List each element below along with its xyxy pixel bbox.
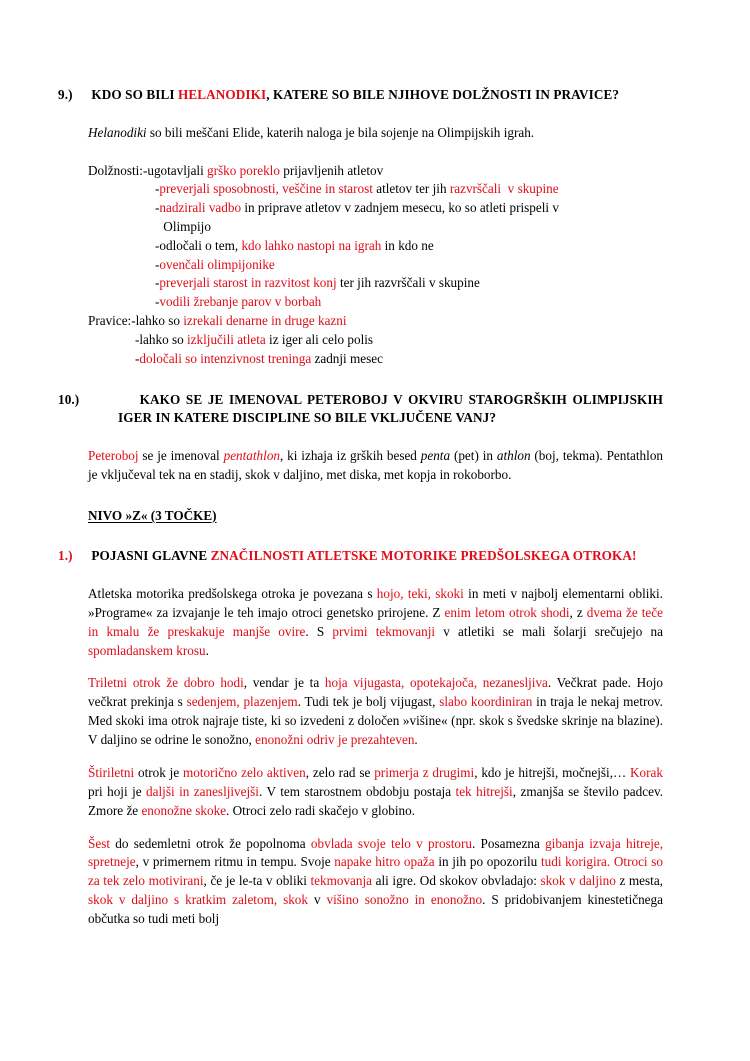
z-paragraph-2-run-6: . Tudi tek je bolj vijugast, <box>297 694 440 710</box>
z-paragraph-4-run-15: skok v daljino s kratkim zaletom, skok <box>88 892 308 908</box>
z-paragraph-3-run-12: , zmanjša se število padcev. Zmore že <box>88 783 663 818</box>
z-paragraph-1-run-7: . S <box>305 623 333 639</box>
z-paragraph-2-run-3: hoja vijugasta, opotekajoča, nezanesljiva <box>324 675 548 691</box>
question-10-title: KAKO SE JE IMENOVAL PETEROBOJ V OKVIRU STAROGRŠKIH OLIMPIJSKIH IGER IN KATERE DISCIPLINE SO BILE VKLJUČENE VANJ? <box>118 391 663 426</box>
z-question-1-paragraph-3 <box>88 764 663 821</box>
question-10-answer-athlon: athlon <box>496 448 531 464</box>
z-question-1-title-red: ZNAČILNOSTI ATLETSKE MOTORIKE PREDŠOLSKEGA OTROKA! <box>210 548 637 564</box>
z-paragraph-3-run-1: Štiriletni <box>88 764 135 780</box>
page-content <box>58 86 664 929</box>
duties-item-1-mid: atletov ter jih <box>372 181 450 197</box>
question-10-answer <box>88 447 663 485</box>
spacer <box>88 143 663 162</box>
z-paragraph-2-run-5: sedenjem, plazenjem <box>186 694 298 710</box>
spacer <box>88 428 663 447</box>
z-paragraph-4-run-8: in jih po opozorilu <box>434 854 541 870</box>
z-paragraph-4-run-5: gibanja izvaja hitreje, spretneje <box>88 835 664 870</box>
z-question-1-heading: 1.) POJASNI GLAVNE ZNAČILNOSTI ATLETSKE MOTORIKE PREDŠOLSKEGA OTROKA! <box>58 548 637 564</box>
question-10-answer-lead: Peteroboj <box>88 448 139 464</box>
z-question-1-paragraph-2 <box>88 674 663 750</box>
z-paragraph-2-run-4: . Večkrat pade. Hojo večkrat prekinja s <box>88 675 663 710</box>
z-paragraph-1-run-4: enim letom otrok shodi <box>444 604 570 620</box>
section-heading-nivo-z <box>88 507 663 525</box>
duties-list <box>88 162 663 313</box>
spacer <box>88 105 663 124</box>
spacer <box>88 660 663 674</box>
question-9-title-part2: , KATERE SO BILE NJIHOVE DOLŽNOSTI IN PRAVICE? <box>266 87 620 102</box>
rights-item-2-pre: - <box>135 350 140 366</box>
duties-item-5-pre: - <box>155 256 160 272</box>
z-paragraph-4-run-4: . Posamezna <box>471 835 546 851</box>
z-paragraph-4-run-3: obvlada svoje telo v prostoru <box>310 835 472 851</box>
duties-item-1-red2: razvrščali v skupine <box>449 181 559 197</box>
z-paragraph-1-run-6: dvema že teče in kmalu že preskakuje manjše ovire <box>88 604 663 639</box>
section-heading-label: NIVO »Z« (3 TOČKE) <box>88 507 217 523</box>
duties-item-0-red: grško poreklo <box>207 162 280 178</box>
rights-item-2-red: določali so intenzivnost treninga <box>139 350 312 366</box>
spacer <box>88 566 663 585</box>
z-paragraph-2-run-1: Triletni otrok že dobro hodi <box>88 675 244 691</box>
question-10-answer-seg3: (pet) in <box>450 448 497 464</box>
duties-item-2 <box>88 199 663 218</box>
rights-item-1-red: izključili atleta <box>187 331 266 347</box>
z-paragraph-2-run-10: . <box>414 732 418 748</box>
question-9-heading: 9.) KDO SO BILI HELANODIKI, KATERE SO BILE NJIHOVE DOLŽNOSTI IN PRAVICE? <box>58 87 620 102</box>
duties-item-1-red: preverjali sposobnosti, veščine in starost <box>159 181 373 197</box>
duties-label: Dolžnosti: <box>88 162 143 178</box>
z-paragraph-1-run-5: , z <box>569 604 587 620</box>
duties-item-3 <box>88 218 663 237</box>
z-paragraph-4-run-6: , v primernem ritmu in tempu. Svoje <box>135 854 335 870</box>
question-9-title-highlight: HELANODIKI <box>177 87 267 102</box>
z-paragraph-3-run-14: . Otroci zelo radi skačejo v globino. <box>226 802 416 818</box>
z-paragraph-3-run-11: tek hitrejši <box>455 783 513 799</box>
z-paragraph-4-run-17: višino sonožno in enonožno <box>326 892 483 908</box>
rights-item-2-post: zadnji mesec <box>311 350 383 366</box>
z-paragraph-4-run-12: ali igre. Od skokov obvladajo: <box>372 873 541 889</box>
z-paragraph-2-run-7: slabo koordiniran <box>439 694 533 710</box>
z-paragraph-1-run-2: hojo, teki, skoki <box>376 585 464 601</box>
rights-item-2 <box>88 350 663 369</box>
z-paragraph-1-run-9: v atletiki se mali šolarji srečujejo na <box>435 623 664 639</box>
rights-item-1-pre: -lahko so <box>135 331 188 347</box>
question-10-answer-seg4: (boj, tekma). Pentathlon je vključeval tek na en stadij, skok v daljino, met diska, met kopja in rokoborbo. <box>88 448 664 482</box>
duties-item-4 <box>88 237 663 256</box>
z-paragraph-3-run-2: otrok je <box>134 764 184 780</box>
duties-item-6-red: preverjali starost in razvitost konj <box>159 275 337 291</box>
question-10-answer-penta: penta <box>420 448 451 464</box>
spacer <box>88 750 663 764</box>
z-paragraph-1-run-11: . <box>205 642 209 658</box>
rights-label: Pravice: <box>88 313 132 329</box>
duties-item-4-red: kdo lahko nastopi na igrah <box>241 237 382 253</box>
duties-item-0-pre: -ugotavljali <box>142 162 208 178</box>
rights-item-1-post: iz iger ali celo polis <box>265 331 374 347</box>
z-paragraph-3-run-5: primerja z drugimi <box>374 764 475 780</box>
z-paragraph-4-run-9: tudi korigira. Otroci so za tek zelo motivirani <box>88 854 663 889</box>
duties-item-7-red: vodili žrebanje parov v borbah <box>159 294 322 310</box>
rights-line-0 <box>88 312 663 331</box>
duties-item-1-pre: - <box>155 181 160 197</box>
z-paragraph-4-run-16: v <box>308 892 327 908</box>
duties-item-4-pre: -odločali o tem, <box>155 237 242 253</box>
z-paragraph-3-run-4: , zelo rad se <box>305 764 375 780</box>
z-paragraph-2-run-9: enonožni odriv je prezahteven <box>255 732 415 748</box>
duties-item-6-pre: - <box>155 275 160 291</box>
duties-item-6-post: ter jih razvrščali v skupine <box>336 275 480 291</box>
question-9-answer-rest: so bili meščani Elide, katerih naloga je bila sojenje na Olimpijskih igrah. <box>146 124 535 140</box>
z-paragraph-3-run-3: motorično zelo aktiven <box>183 764 306 780</box>
duties-item-1 <box>88 180 663 199</box>
duties-item-6 <box>88 274 663 293</box>
z-paragraph-4-run-7: napake hitro opaža <box>334 854 435 870</box>
duties-item-4-post: in kdo ne <box>381 237 434 253</box>
question-10-answer-seg2: , ki izhaja iz grških besed <box>280 448 421 464</box>
question-10-heading <box>58 391 663 428</box>
z-paragraph-3-run-9: daljši in zanesljivejši <box>146 783 259 799</box>
z-paragraph-3-run-8: pri hoji je <box>88 783 147 799</box>
z-question-1-paragraph-4 <box>88 835 663 929</box>
duties-item-3-pre: Olimpijo <box>160 219 211 235</box>
duties-item-0-post: prijavljenih atletov <box>279 162 384 178</box>
spacer <box>88 525 663 547</box>
question-9-answer-term: Helanodiki <box>88 124 147 140</box>
spacer <box>88 485 663 507</box>
question-10-number: 10.) <box>58 391 80 407</box>
rights-item-1 <box>88 331 663 350</box>
z-paragraph-1-run-3: in meti v najbolj elementarni obliki. »Programe« za izvajanje le teh imajo otroci genetsko prirojene. Z <box>88 585 663 620</box>
z-paragraph-3-run-6: , kdo je hitrejši, močnejši,… <box>474 764 631 780</box>
rights-list <box>88 312 663 368</box>
z-paragraph-1-run-1: Atletska motorika predšolskega otroka je povezana s <box>88 585 377 601</box>
z-paragraph-4-run-2: do sedemletni otrok že popolnoma <box>109 835 311 851</box>
duties-item-7-pre: - <box>155 294 160 310</box>
spacer <box>88 821 663 835</box>
question-9-answer <box>88 124 663 143</box>
z-paragraph-4-run-13: skok v daljino <box>540 873 616 889</box>
question-10-answer-seg1: se je imenoval <box>138 448 224 464</box>
z-paragraph-3-run-7: Korak <box>630 764 663 780</box>
z-paragraph-3-run-10: . V tem starostnem obdobju postaja <box>258 783 456 799</box>
z-paragraph-1-run-10: spomladanskem krosu <box>88 642 206 658</box>
rights-item-0-pre: -lahko so <box>131 313 184 329</box>
z-paragraph-4-run-18: . S pridobivanjem kinestetičnega občutka so tudi meti bolj <box>88 892 663 927</box>
rights-item-0-red: izrekali denarne in druge kazni <box>183 313 347 329</box>
z-paragraph-3-run-13: enonožne skoke <box>141 802 227 818</box>
duties-item-5-red: ovenčali olimpijonike <box>159 256 275 272</box>
question-9-title-part1: KDO SO BILI <box>91 87 178 102</box>
z-paragraph-2-run-8: in traja le nekaj metrov. Med skoki ima otrok najraje tiste, ki so izvedeni z določen »višine« (npr. skok s švedske skrinje na blazine). V daljino se odrine le sonožno, <box>88 694 663 748</box>
spacer <box>88 369 663 391</box>
z-paragraph-2-run-2: , vendar je ta <box>243 675 325 691</box>
z-question-1-title-black: POJASNI GLAVNE <box>91 548 211 564</box>
duties-item-2-pre: - <box>155 200 160 216</box>
z-paragraph-4-run-14: z mesta, <box>615 873 663 889</box>
duties-item-2-post: in pripravе atletov v zadnjem mesecu, ko so atleti prispeli v <box>241 200 559 216</box>
duties-item-2-red: nadzirali vadbo <box>159 200 242 216</box>
z-paragraph-4-run-1: Šest <box>88 835 110 851</box>
duties-item-5 <box>88 256 663 275</box>
z-paragraph-1-run-8: prvimi tekmovanji <box>332 623 436 639</box>
duties-line-0 <box>88 162 663 181</box>
z-question-1-paragraph-1 <box>88 585 663 661</box>
z-paragraph-4-run-10: , če je le-ta v obliki <box>203 873 311 889</box>
z-paragraph-4-run-11: tekmovanja <box>310 873 373 889</box>
duties-item-7 <box>88 293 663 312</box>
question-10-answer-term: pentathlon <box>223 448 281 464</box>
